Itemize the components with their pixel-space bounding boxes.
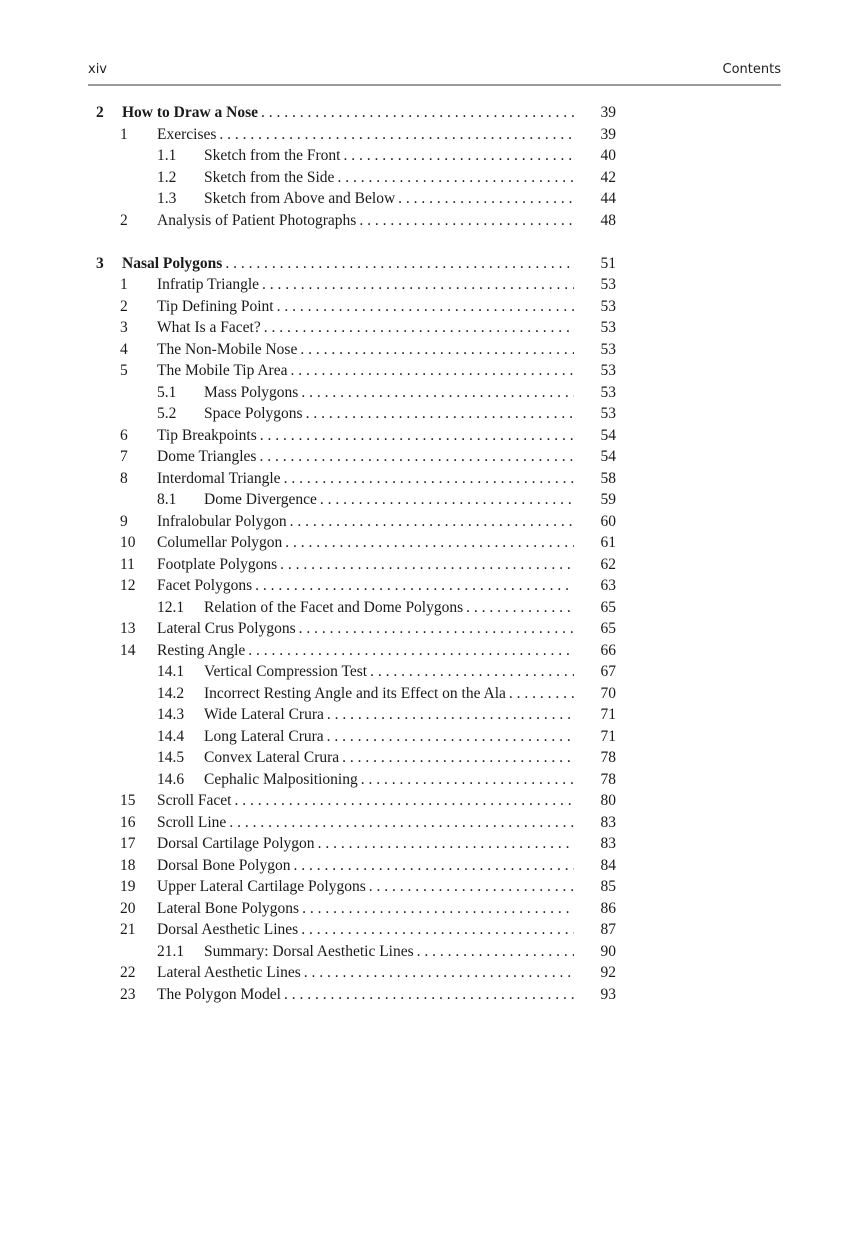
toc-entry-page: 80: [600, 792, 616, 809]
toc-entry-number: 14: [120, 641, 136, 659]
toc-entry-title: Dorsal Cartilage Polygon: [157, 835, 315, 852]
toc-subsection-entry[interactable]: [0, 704, 868, 726]
toc-entry-leader: [157, 962, 574, 984]
toc-entry-number: 6: [120, 426, 128, 444]
toc-section-entry[interactable]: [0, 210, 868, 232]
toc-section-entry[interactable]: [0, 274, 868, 296]
toc-entry-leader: [204, 597, 574, 619]
toc-entry-title: Analysis of Patient Photographs: [157, 211, 357, 229]
toc-subsection-entry[interactable]: [0, 145, 868, 167]
toc-entry-title: Facet Polygons: [157, 577, 253, 594]
table-of-contents: [0, 102, 868, 1005]
toc-entry-leader: [157, 618, 574, 640]
toc-section-entry[interactable]: [0, 898, 868, 920]
toc-entry-number: 1: [120, 125, 128, 143]
toc-entry-page: 93: [600, 985, 616, 1003]
toc-entry-number: 21.1: [157, 942, 185, 960]
toc-entry-number: 1: [120, 276, 128, 293]
toc-section-entry[interactable]: [0, 962, 868, 984]
toc-entry-page: 54: [600, 426, 616, 444]
toc-entry-number: 4: [120, 340, 128, 358]
toc-entry-page: 65: [600, 598, 616, 616]
toc-entry-leader: [204, 167, 574, 189]
toc-entry-page: 53: [600, 340, 616, 358]
toc-entry-number: 14.3: [157, 706, 185, 723]
toc-entry-title: Convex Lateral Crura: [204, 749, 340, 766]
toc-section-entry[interactable]: [0, 575, 868, 597]
toc-entry-page: 62: [600, 555, 616, 573]
toc-entry-leader: [157, 360, 574, 382]
toc-entry-title: Sketch from Above and Below: [204, 190, 396, 207]
toc-entry-page: 39: [600, 125, 616, 143]
toc-subsection-entry[interactable]: [0, 188, 868, 210]
toc-section-entry[interactable]: [0, 919, 868, 941]
toc-subsection-entry[interactable]: [0, 382, 868, 404]
toc-section-entry[interactable]: [0, 425, 868, 447]
toc-entry-leader: [204, 382, 574, 404]
toc-entry-number: 12.1: [157, 598, 185, 616]
toc-section-entry[interactable]: [0, 532, 868, 554]
toc-section-entry[interactable]: [0, 618, 868, 640]
toc-entry-leader: [157, 532, 574, 554]
toc-entry-title: Scroll Facet: [157, 792, 232, 809]
toc-entry-number: 19: [120, 878, 136, 895]
toc-entry-page: 78: [600, 749, 616, 766]
toc-entry-title: Sketch from the Side: [204, 168, 335, 186]
toc-entry-leader: [157, 468, 574, 490]
toc-entry-title: Lateral Bone Polygons: [157, 899, 300, 917]
toc-entry-number: 9: [120, 512, 128, 530]
toc-subsection-entry[interactable]: [0, 726, 868, 748]
toc-entry-title: Infralobular Polygon: [157, 512, 287, 530]
toc-entry-title: Wide Lateral Crura: [204, 706, 324, 723]
toc-entry-leader: [157, 812, 574, 834]
toc-subsection-entry[interactable]: [0, 403, 868, 425]
toc-entry-title: Interdomal Triangle: [157, 469, 281, 487]
toc-entry-page: 39: [600, 104, 616, 121]
toc-entry-leader: [204, 683, 574, 705]
toc-entry-title: The Mobile Tip Area: [157, 362, 288, 379]
toc-entry-number: 3: [120, 319, 128, 336]
toc-chapter-entry[interactable]: [0, 253, 868, 275]
toc-section-entry[interactable]: [0, 640, 868, 662]
toc-entry-page: 86: [600, 899, 616, 917]
toc-entry-page: 42: [600, 168, 616, 186]
toc-entry-page: 90: [600, 942, 616, 960]
toc-entry-leader: [204, 403, 574, 425]
toc-entry-page: 67: [600, 663, 616, 680]
toc-entry-number: 14.6: [157, 770, 185, 788]
toc-entry-number: 2: [96, 104, 104, 121]
toc-entry-leader: [122, 253, 574, 275]
toc-entry-leader: [157, 833, 574, 855]
toc-entry-title: Vertical Compression Test: [204, 663, 368, 680]
toc-section-entry[interactable]: [0, 855, 868, 877]
toc-entry-title: The Non-Mobile Nose: [157, 340, 298, 358]
toc-entry-number: 14.5: [157, 749, 185, 766]
toc-entry-title: Lateral Aesthetic Lines: [157, 964, 301, 981]
toc-entry-number: 15: [120, 792, 136, 809]
toc-entry-number: 1.2: [157, 168, 177, 186]
toc-chapter-entry[interactable]: [0, 102, 868, 124]
toc-entry-leader: [204, 489, 574, 511]
toc-entry-leader: [204, 704, 574, 726]
toc-entry-leader: [122, 102, 574, 124]
running-title: Contents: [722, 62, 781, 77]
toc-entry-leader: [204, 941, 574, 963]
toc-entry-title: Lateral Crus Polygons: [157, 620, 296, 637]
toc-entry-leader: [157, 317, 574, 339]
toc-entry-leader: [157, 790, 574, 812]
toc-entry-title: Tip Breakpoints: [157, 426, 257, 444]
toc-entry-leader: [204, 661, 574, 683]
toc-entry-title: Sketch from the Front: [204, 147, 341, 164]
toc-entry-number: 14.4: [157, 727, 185, 745]
toc-entry-leader: [157, 210, 574, 232]
toc-subsection-entry[interactable]: [0, 167, 868, 189]
page-header: [88, 60, 781, 86]
toc-entry-leader: [157, 274, 574, 296]
toc-entry-number: 21: [120, 921, 136, 938]
toc-entry-title: Long Lateral Crura: [204, 727, 324, 745]
toc-entry-page: 53: [600, 276, 616, 293]
toc-entry-title: Tip Defining Point: [157, 297, 274, 315]
toc-entry-title: Infratip Triangle: [157, 276, 260, 293]
toc-entry-page: 53: [600, 297, 616, 315]
toc-entry-leader: [204, 188, 574, 210]
toc-entry-leader: [157, 855, 574, 877]
toc-entry-title: Columellar Polygon: [157, 534, 283, 551]
toc-subsection-entry[interactable]: [0, 747, 868, 769]
toc-entry-leader: [157, 984, 574, 1006]
toc-entry-title: Dorsal Aesthetic Lines: [157, 921, 299, 938]
toc-entry-title: Relation of the Facet and Dome Polygons: [204, 598, 464, 616]
toc-entry-page: 48: [600, 211, 616, 229]
toc-entry-number: 8: [120, 469, 128, 487]
toc-entry-leader: [157, 898, 574, 920]
toc-entry-page: 83: [600, 813, 616, 831]
toc-entry-number: 20: [120, 899, 136, 917]
toc-entry-title: Footplate Polygons: [157, 555, 278, 573]
toc-entry-title: Summary: Dorsal Aesthetic Lines: [204, 942, 414, 960]
toc-entry-page: 54: [600, 448, 616, 465]
toc-entry-leader: [157, 919, 574, 941]
toc-entry-number: 14.2: [157, 684, 185, 702]
toc-entry-leader: [157, 511, 574, 533]
toc-subsection-entry[interactable]: [0, 941, 868, 963]
toc-section-entry[interactable]: [0, 984, 868, 1006]
toc-entry-page: 85: [600, 878, 616, 895]
toc-entry-title: Scroll Line: [157, 813, 227, 831]
toc-section-entry[interactable]: [0, 296, 868, 318]
toc-entry-number: 2: [120, 297, 128, 315]
toc-section-entry[interactable]: [0, 833, 868, 855]
toc-entry-number: 7: [120, 448, 128, 465]
toc-entry-page: 44: [600, 190, 616, 207]
toc-entry-page: 83: [600, 835, 616, 852]
toc-entry-number: 5.2: [157, 405, 177, 422]
toc-entry-title: How to Draw a Nose: [122, 104, 259, 121]
toc-entry-page: 61: [600, 534, 616, 551]
toc-entry-leader: [157, 339, 574, 361]
toc-entry-page: 66: [600, 641, 616, 659]
toc-subsection-entry[interactable]: [0, 769, 868, 791]
toc-section-entry[interactable]: [0, 360, 868, 382]
toc-entry-page: 71: [600, 727, 616, 745]
toc-entry-page: 65: [600, 620, 616, 637]
toc-entry-title: Space Polygons: [204, 405, 303, 422]
toc-entry-leader: [157, 296, 574, 318]
toc-entry-page: 92: [600, 964, 616, 981]
toc-entry-number: 18: [120, 856, 136, 874]
page-number: xiv: [88, 62, 107, 77]
toc-entry-page: 84: [600, 856, 616, 874]
toc-entry-leader: [204, 747, 574, 769]
toc-entry-number: 1.3: [157, 190, 177, 207]
toc-section-entry[interactable]: [0, 554, 868, 576]
toc-entry-leader: [157, 876, 574, 898]
toc-section-entry[interactable]: [0, 317, 868, 339]
toc-entry-page: 78: [600, 770, 616, 788]
toc-entry-leader: [204, 145, 574, 167]
toc-entry-number: 10: [120, 534, 136, 551]
toc-entry-page: 51: [600, 254, 616, 272]
toc-entry-page: 53: [600, 383, 616, 401]
toc-entry-title: Mass Polygons: [204, 383, 299, 401]
toc-spacer: [0, 231, 868, 253]
toc-entry-page: 71: [600, 706, 616, 723]
toc-entry-title: Upper Lateral Cartilage Polygons: [157, 878, 366, 895]
toc-section-entry[interactable]: [0, 511, 868, 533]
toc-entry-title: Exercises: [157, 125, 217, 143]
toc-entry-leader: [204, 769, 574, 791]
toc-entry-title: Incorrect Resting Angle and its Effect on the Ala: [204, 684, 506, 702]
toc-entry-page: 87: [600, 921, 616, 938]
toc-entry-title: What Is a Facet?: [157, 319, 261, 336]
toc-subsection-entry[interactable]: [0, 661, 868, 683]
toc-entry-leader: [157, 446, 574, 468]
toc-entry-title: Resting Angle: [157, 641, 246, 659]
toc-entry-page: 59: [600, 491, 616, 508]
toc-entry-page: 63: [600, 577, 616, 594]
toc-entry-number: 12: [120, 577, 136, 594]
toc-entry-page: 53: [600, 362, 616, 379]
toc-entry-title: The Polygon Model: [157, 985, 281, 1003]
toc-entry-title: Dorsal Bone Polygon: [157, 856, 291, 874]
toc-entry-page: 53: [600, 319, 616, 336]
toc-entry-number: 5: [120, 362, 128, 379]
toc-entry-number: 22: [120, 964, 136, 981]
toc-entry-leader: [157, 425, 574, 447]
toc-entry-number: 11: [120, 555, 135, 573]
toc-subsection-entry[interactable]: [0, 489, 868, 511]
toc-subsection-entry[interactable]: [0, 683, 868, 705]
toc-entry-page: 53: [600, 405, 616, 422]
toc-entry-leader: [204, 726, 574, 748]
toc-entry-leader: [157, 554, 574, 576]
toc-entry-title: Dome Triangles: [157, 448, 257, 465]
toc-entry-title: Dome Divergence: [204, 491, 317, 508]
toc-section-entry[interactable]: [0, 468, 868, 490]
toc-entry-page: 70: [600, 684, 616, 702]
toc-entry-title: Cephalic Malpositioning: [204, 770, 358, 788]
toc-section-entry[interactable]: [0, 124, 868, 146]
toc-entry-page: 40: [600, 147, 616, 164]
toc-section-entry[interactable]: [0, 339, 868, 361]
toc-entry-leader: [157, 124, 574, 146]
toc-entry-page: 60: [600, 512, 616, 530]
toc-entry-number: 8.1: [157, 491, 177, 508]
toc-section-entry[interactable]: [0, 812, 868, 834]
toc-section-entry[interactable]: [0, 446, 868, 468]
toc-entry-number: 5.1: [157, 383, 177, 401]
toc-entry-number: 17: [120, 835, 136, 852]
toc-entry-leader: [157, 640, 574, 662]
toc-entry-number: 14.1: [157, 663, 185, 680]
toc-entry-number: 2: [120, 211, 128, 229]
toc-entry-number: 13: [120, 620, 136, 637]
toc-entry-number: 1.1: [157, 147, 177, 164]
toc-section-entry[interactable]: [0, 876, 868, 898]
toc-entry-page: 58: [600, 469, 616, 487]
toc-entry-number: 16: [120, 813, 136, 831]
toc-entry-number: 23: [120, 985, 136, 1003]
toc-entry-leader: [157, 575, 574, 597]
toc-entry-number: 3: [96, 254, 104, 272]
toc-section-entry[interactable]: [0, 790, 868, 812]
toc-entry-title: Nasal Polygons: [122, 254, 223, 272]
toc-subsection-entry[interactable]: [0, 597, 868, 619]
